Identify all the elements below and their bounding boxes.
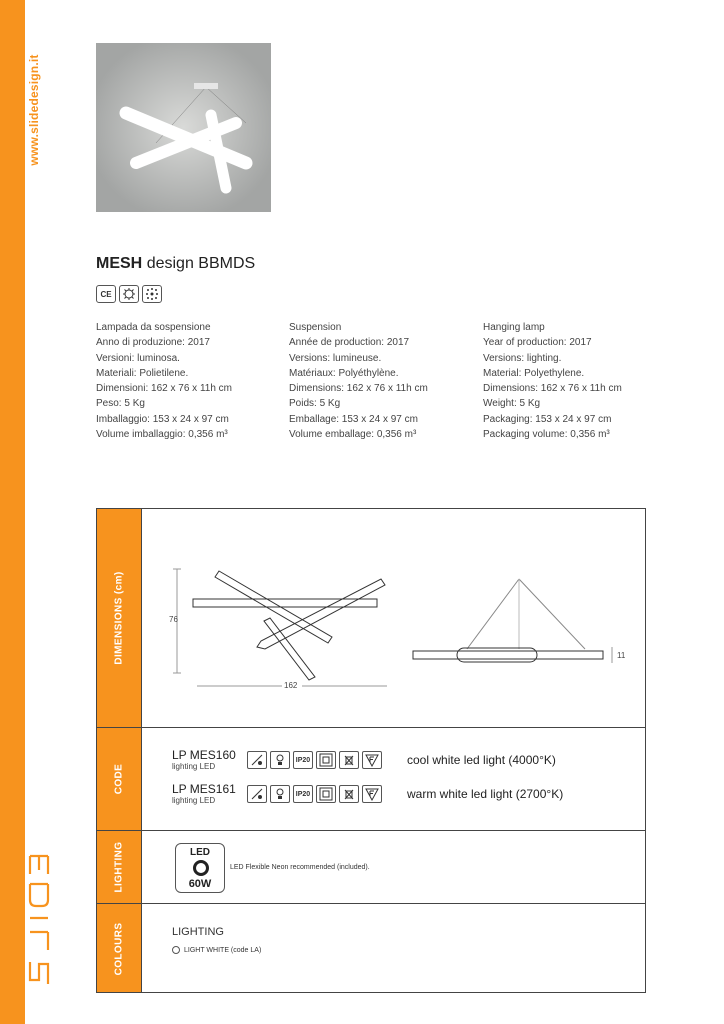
class-ii-icon (316, 751, 336, 769)
code-description: warm white led light (2700°K) (407, 787, 564, 801)
website-url[interactable]: www.slidedesign.it (27, 54, 41, 166)
spec-line: Dimensions: 162 x 76 x 11h cm (289, 383, 428, 395)
dimension-depth: 11 (617, 651, 626, 660)
spec-line: Peso: 5 Kg (96, 398, 145, 410)
dimension-drawing (157, 549, 627, 699)
side-accent-bar (0, 0, 25, 1024)
colour-swatch-icon (172, 946, 180, 954)
product-title (96, 255, 255, 273)
spec-line: Dimensioni: 162 x 76 x 11h cm (96, 383, 232, 395)
product-code-sub: lighting LED (172, 762, 216, 771)
led-bulb-icon (270, 785, 290, 803)
lighting-note: LED Flexible Neon recommended (included). (230, 864, 370, 871)
colours-title: LIGHTING (172, 926, 224, 938)
led-badge-top: LED (190, 847, 210, 858)
specs-french (289, 320, 479, 442)
led-dots-icon (142, 285, 162, 303)
certification-icons (96, 285, 162, 303)
code-icons-row (247, 751, 382, 769)
spec-line: Poids: 5 Kg (289, 398, 341, 410)
led-badge-wattage: 60W (188, 878, 212, 890)
product-photo (96, 43, 271, 212)
spec-line: Packaging: 153 x 24 x 97 cm (483, 413, 612, 425)
f-mark-icon (362, 751, 382, 769)
ce-mark-icon: CE (96, 285, 116, 303)
specs-english (483, 320, 673, 442)
code-row (172, 783, 236, 805)
section-code: CODE (113, 763, 125, 794)
dimension-height: 76 (169, 615, 178, 624)
dimension-width: 162 (284, 681, 298, 690)
row-divider (97, 830, 645, 831)
slide-logo (26, 852, 52, 1002)
designer-name: BBMDS (198, 255, 256, 272)
code-row (172, 749, 236, 771)
designer-prefix: design (146, 255, 194, 272)
colour-label: LIGHT WHITE (code LA) (184, 946, 262, 954)
spec-line: Année de production: 2017 (289, 337, 410, 349)
spec-line: Lampada da sospensione (96, 322, 211, 333)
product-name: MESH (96, 255, 143, 272)
product-code: LP MES161 (172, 782, 236, 796)
weee-bin-icon (339, 751, 359, 769)
code-icons-row (247, 785, 382, 803)
led-ring-icon (193, 860, 209, 876)
spec-line: Packaging volume: 0,356 m³ (483, 429, 610, 441)
class-ii-icon (316, 785, 336, 803)
spec-line: Hanging lamp (483, 322, 545, 333)
product-code-sub: lighting LED (172, 796, 216, 805)
section-dimensions: DIMENSIONS (cm) (113, 571, 125, 665)
row-divider (97, 903, 645, 904)
led-bulb-icon (270, 751, 290, 769)
specs-italian (96, 320, 286, 442)
led-power-badge (175, 843, 225, 893)
section-colours: COLOURS (113, 922, 125, 975)
column-divider (141, 509, 142, 992)
section-lighting: LIGHTING (113, 841, 125, 892)
ip20-icon: IP20 (293, 751, 313, 769)
weee-bin-icon (339, 785, 359, 803)
spec-line: Dimensions: 162 x 76 x 11h cm (483, 383, 622, 395)
spec-line: Volume imballaggio: 0,356 m³ (96, 429, 228, 441)
f-mark-icon (362, 785, 382, 803)
colour-option[interactable] (172, 946, 261, 954)
spec-line: Emballage: 153 x 24 x 97 cm (289, 413, 418, 425)
spec-line: Versioni: luminosa. (96, 352, 180, 364)
spec-line: Versions: lighting. (483, 352, 562, 364)
indoor-use-icon (119, 285, 139, 303)
code-description: cool white led light (4000°K) (407, 753, 556, 767)
spec-line: Versions: lumineuse. (289, 352, 382, 364)
spec-table (96, 508, 646, 993)
dimmable-icon (247, 751, 267, 769)
ip20-icon: IP20 (293, 785, 313, 803)
spec-line: Suspension (289, 322, 342, 333)
spec-line: Material: Polyethylene. (483, 367, 585, 379)
dimmable-icon (247, 785, 267, 803)
spec-line: Volume emballage: 0,356 m³ (289, 429, 417, 441)
spec-line: Imballaggio: 153 x 24 x 97 cm (96, 413, 229, 425)
spec-line: Matériaux: Polyéthylène. (289, 367, 399, 379)
spec-line: Materiali: Polietilene. (96, 367, 189, 379)
spec-line: Anno di produzione: 2017 (96, 337, 210, 349)
row-divider (97, 727, 645, 728)
product-code: LP MES160 (172, 748, 236, 762)
spec-line: Year of production: 2017 (483, 337, 592, 349)
spec-line: Weight: 5 Kg (483, 398, 541, 410)
